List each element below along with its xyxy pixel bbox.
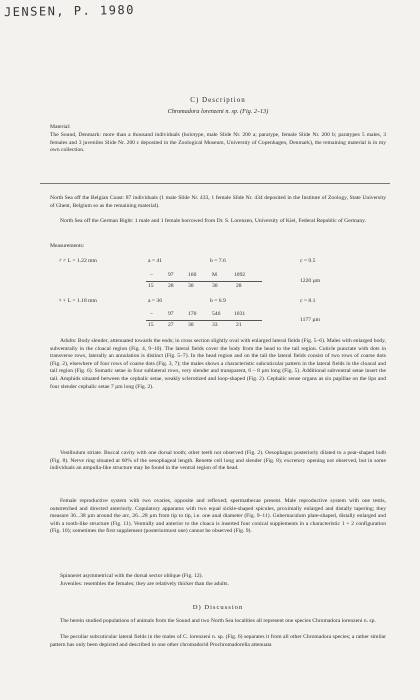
female-total: 1177 µm	[300, 317, 320, 323]
female-fraction-line	[146, 320, 262, 321]
male-c: c = 9.5	[300, 258, 316, 264]
discussion-heading: D) Discussion	[192, 604, 244, 611]
male-r2-3: 30	[212, 283, 218, 289]
female-r2-4: 21	[236, 322, 242, 328]
female-r2-0: 15	[148, 322, 154, 328]
male-r1-2: 160	[188, 272, 197, 278]
male-r2-1: 28	[168, 283, 174, 289]
male-r1-1: 97	[168, 272, 174, 278]
female-r1-1: 97	[168, 311, 174, 317]
female-r1-3: 546	[212, 311, 221, 317]
female-a: a = 36	[148, 298, 163, 304]
north-sea-text-1: North Sea off the Belgian Coast: 87 individuals (1 male Slide Nr. 433, 1 female Slide Nr. 434 deposited in the Institute of Zoology, State University of Ghent, Belgium so as the remaining material).	[50, 195, 386, 209]
material-text: The Sound, Denmark: more than a thousand individuals (holotype, male Slide Nr. 200 a; paratype, female Slide Nr. 200 b; paratypes 5 males, 3 females and 3 juveniles Slide Nr. 200 c deposited in the Zoological Museum, University of Copenhagen, Denmark), the remaining material is in my own collection.	[50, 132, 386, 154]
male-r2-4: 28	[236, 283, 242, 289]
spinneret-paragraph: Spinneret asymmetrical with the dorsal sector oblique (Fig. 12).	[60, 573, 203, 579]
male-r2-2: 30	[188, 283, 194, 289]
female-label: ♀♀ L = 1.18 mm	[58, 298, 97, 304]
male-total: 1220 µm	[300, 278, 321, 284]
female-c: c = 8.1	[300, 298, 316, 304]
discussion-paragraph-1: The herein studied populations of animals from the Sound and two North Sea localities all represent one species Chromadora lorenzeni n. sp.	[60, 618, 376, 624]
female-r1-0: –	[150, 311, 153, 317]
north-sea-text-2: North Sea off the German Bight: 1 male and 1 female borrowed from Dr. S. Lorenzen, University of Kiel, Federal Republic of Germany.	[60, 218, 367, 224]
section-divider	[40, 183, 390, 184]
female-r2-2: 30	[188, 322, 194, 328]
handwritten-note: JENSEN, P. 1980	[3, 2, 135, 20]
reproductive-paragraph: Female reproductive system with two ovaries, opposite and reflexed; spermathecae present. Male reproductive system with one testis, outstretched and directed anteriorly. Copulatory apparatus with two equal sickle-shaped spicules, proximally enlarged and distally tapering; they measure 36...38 µm around the arc, 26...28 µm from tip to tip, i.e. one anal diameter (Fig. 9–11). Gubernaculum plate-shaped, distally enlarged and with a tooth-like structure (Fig. 11). Ventrally and anterior to the cloaca is inserted four conical supplements in a characteristic 1 + 2 configuration (Fig. 10); sometimes the first supplement (posteriormost one) cannot be observed (Fig. 9).	[50, 498, 386, 535]
female-r1-2: 170	[188, 311, 197, 317]
description-heading: C) Description	[190, 96, 246, 104]
male-a: a = 41	[148, 258, 163, 264]
female-b: b = 6.9	[210, 298, 226, 304]
male-r1-0: –	[150, 272, 153, 278]
male-r1-4: 1092	[234, 272, 246, 278]
vestibulum-paragraph: Vestibulum striate. Buccal cavity with one dorsal tooth; other teeth not observed (Fig. 2). Oesophagus posteriorly dilated to a pear-shaped bulb (Fig. 8). Nerve ring situated at 60% of the oesophageal length. Renette cell long and slender (Fig. 8); excretory opening not observed, but in some individuals an ampulla-like structure may be found in the ventral region of the head.	[50, 450, 386, 472]
adults-paragraph: Adults: Body slender, attenuated towards the ends; in cross section slightly oval with enlarged lateral fields (Fig. 5–6). Males with enlarged body, subventrally in the cloacal region (Fig. 4, 9–10). The lateral fields cover the body from the head to the tail region. Cuticle punctate with dots in transverse rows, laterally an annulation is distinct (Fig. 5–7). In the head region and on the tail the lateral fields consist of two rows of coarse dots (Fig. 2), elsewhere of four rows of coarse dots (Fig. 3, 7); the males shows a characteristic subcuticular pattern in the lateral fields in the cloacal and tail region (Fig. 6). Somatic setae in four sublateral rows, very slender and transparent, 6 – 8 µm long (Fig. 5). Additional subventral setae insert the tail. Amphids situated between the cephalic setae, weakly sclerotized and loop-shaped (Fig. 2). Cephalic sense organs as six papillae on the lips and four slender cephalic setae 7 µm long (Fig. 2).	[50, 338, 386, 390]
male-r1-3: M	[212, 272, 217, 278]
female-r1-4: 1031	[234, 311, 246, 317]
species-line: Chromadora lorenzeni n. sp. (Fig. 2–13)	[167, 108, 269, 115]
male-label: ♂♂ L = 1.22 mm	[58, 258, 97, 264]
male-b: b = 7.6	[210, 258, 226, 264]
female-r2-1: 27	[168, 322, 174, 328]
measurements-heading: Measurements:	[50, 243, 85, 249]
male-fraction-line	[146, 281, 262, 282]
female-r2-3: 33	[212, 322, 218, 328]
discussion-paragraph-2: The peculiar subcuticular lateral fields in the males of C. lorenzeni n. sp. (Fig. 6) separates it from all other Chromadora species; a rather similar pattern has only been depicted and described in one other chromadorid Prochromadorella attenuata	[50, 634, 386, 648]
male-r2-0: 15	[148, 283, 154, 289]
juveniles-paragraph: Juveniles: resembles the females; they are relatively thicker than the adults.	[60, 581, 229, 587]
material-heading: Material:	[50, 124, 71, 130]
